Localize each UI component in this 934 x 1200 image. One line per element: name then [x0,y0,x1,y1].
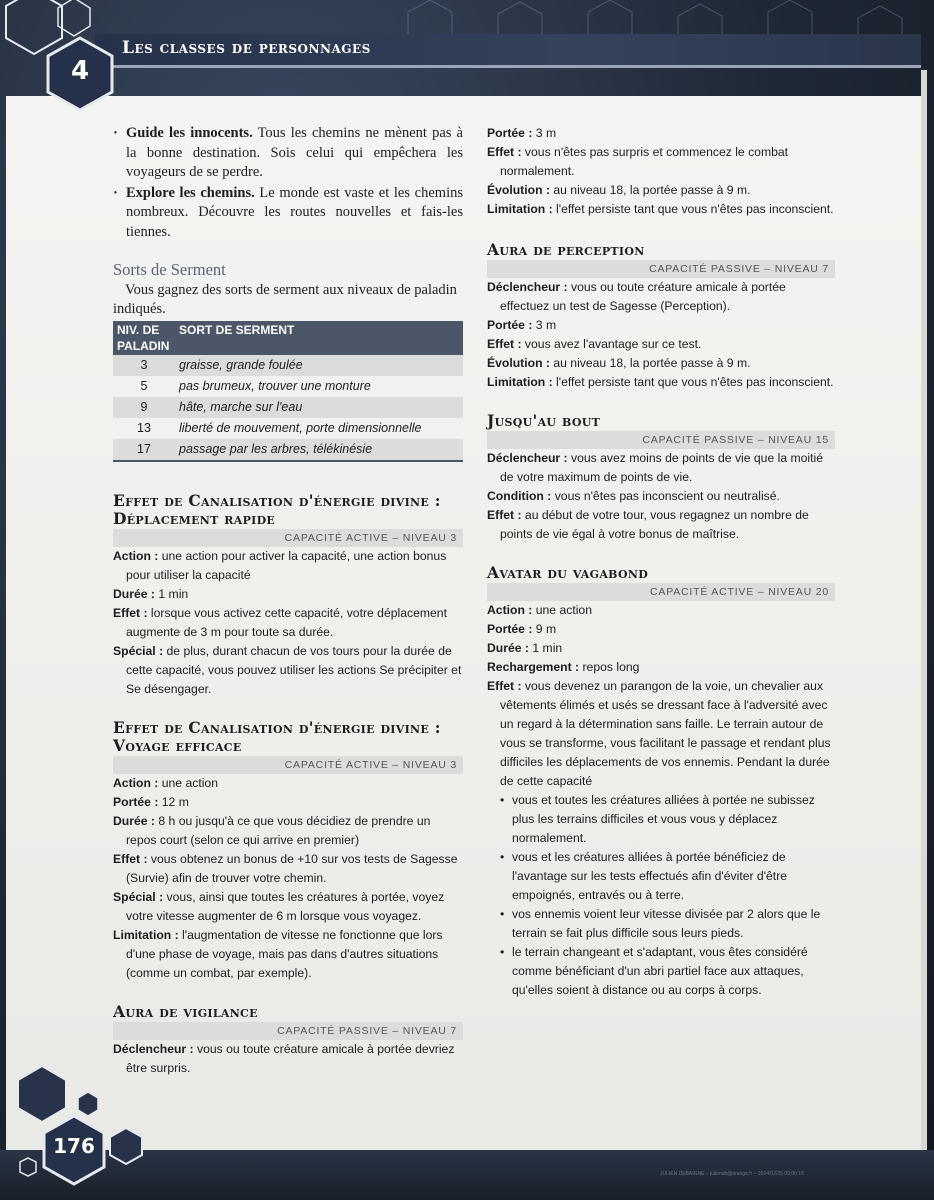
table-row: 5 pas brumeux, trouver une monture [113,376,463,397]
chapter-title: Les classes de personnages [122,38,371,58]
list-item: · Explore les chemins. Le monde est vaste et les chemins nombreux. Découvre les routes nouvelles et fais-les tiennes. [113,184,463,243]
feature-line: Durée : 8 h ou jusqu'à ce que vous décidiez de prendre un repos court (selon ce qui arrive en premier) [113,814,431,847]
feature-line: Déclencheur : vous avez moins de points de vie que la moitié de votre maximum de points de vie. [487,451,824,484]
feature-to-the-end [487,412,835,544]
feature-line: Spécial : de plus, durant chacun de vos tours pour la durée de cette capacité, vous pouvez utiliser les actions Se précipiter et Se désengager. [113,644,462,696]
left-column [113,124,463,1078]
header-deco-hex-icon [4,0,94,60]
feature-line: Action : une action [487,603,592,617]
feature-title: Effet de Canalisation d'énergie divine : [113,718,441,737]
feature-rapid-movement [113,492,463,699]
feature-line: Durée : 1 min [487,641,563,655]
page-number: 176 [53,1134,95,1158]
avatar-effects-list [487,791,835,1000]
feature-line: Limitation : l'effet persiste tant que vous n'êtes pas inconscient. [487,202,834,216]
feature-line: Portée : 9 m [487,622,557,636]
table-row: 13 liberté de mouvement, porte dimensionnelle [113,418,463,439]
feature-tag: CAPACITÉ ACTIVE – NIVEAU 3 [113,756,463,774]
table-row: 17 passage par les arbres, télékinésie [113,439,463,461]
feature-tag: CAPACITÉ PASSIVE – NIVEAU 15 [487,431,835,449]
feature-line: Action : une action [113,776,218,790]
feature-line: Limitation : l'effet persiste tant que vous n'êtes pas inconscient. [487,375,834,389]
feature-line: Effet : vous n'êtes pas surpris et commencez le combat normalement. [487,145,789,178]
feature-line: Évolution : au niveau 18, la portée passe à 9 m. [487,183,751,197]
feature-aura-vigilance [113,1003,463,1078]
feature-line: Portée : 3 m [487,126,557,140]
feature-line: Portée : 3 m [487,318,557,332]
feature-line: Rechargement : repos long [487,660,640,674]
feature-title: Voyage efficace [113,736,242,755]
feature-title: Déplacement rapide [113,509,276,528]
feature-line: Durée : 1 min [113,587,189,601]
feature-line: Limitation : l'augmentation de vitesse ne fonctionne que lors d'une phase de voyage, mais pas dans d'autres situations (comme un combat, par exemple). [113,928,443,980]
feature-efficient-travel [113,719,463,983]
list-item: • vos ennemis voient leur vitesse divisée par 2 alors que le terrain se fait plus difficile sous leurs pieds. [500,905,835,943]
feature-wanderer-avatar [487,564,835,1000]
feature-tag: CAPACITÉ PASSIVE – NIVEAU 7 [487,260,835,278]
feature-line: Condition : vous n'êtes pas inconscient ou neutralisé. [487,489,780,503]
table-row: 3 graisse, grande foulée [113,355,463,376]
feature-line: Spécial : vous, ainsi que toutes les créatures à portée, voyez votre vitesse augmenter de 6 m lorsque vous voyagez. [113,890,445,923]
feature-line: Action : une action pour activer la capacité, une action bonus pour utiliser la capacité [113,549,447,582]
feature-tag: CAPACITÉ ACTIVE – NIVEAU 3 [113,529,463,547]
feature-line: Effet : vous devenez un parangon de la voie, un chevalier aux vêtements élimés et usés se dressant face à l'adversité avec un regard à la détermination sans faille. Le terrain autour de vous se transforme, vous facilitant le passage et rendant plus difficiles les déplacements de vos ennemis. Pendant la durée de cette capacité [487,679,831,788]
feature-title: Effet de Canalisation d'énergie divine : [113,491,441,510]
oath-spells-intro: Vous gagnez des sorts de serment aux niveaux de paladin indiqués. [113,282,457,317]
list-item: • vous et les créatures alliées à portée bénéficiez de l'avantage sur les tests effectués afin d'éviter d'être empoignés, entravés ou à terre. [500,848,835,905]
list-item: • le terrain changeant et s'adaptant, vous êtes considéré comme bénéficiant d'un abri partiel face aux attaques, qu'elles soient à distance ou au corps à corps. [500,943,835,1000]
footer-watermark: JULIEN DEBAIGNE – juliendb@orange.fr – 2024/02/25 00:00 16 [660,1171,804,1177]
page-edge [921,70,927,1150]
list-item: · Guide les innocents. Tous les chemins ne mènent pas à la bonne destination. Sois celui qui empêchera les voyageurs de se perdre. [113,124,463,183]
feature-line: Portée : 12 m [113,795,189,809]
feature-line: Évolution : au niveau 18, la portée passe à 9 m. [487,356,751,370]
feature-line: Effet : vous obtenez un bonus de +10 sur vos tests de Sagesse (Survie) afin de trouver votre chemin. [113,852,458,885]
feature-line: Déclencheur : vous ou toute créature amicale à portée devriez être surpris. [113,1042,455,1075]
oath-spells-heading: Sorts de Serment [113,260,226,279]
table-header [113,321,463,355]
feature-aura-vigilance-continued [487,124,835,219]
feature-aura-perception [487,241,835,392]
feature-title: Aura de vigilance [113,1002,258,1021]
column-header-level: NIV. DE PALADIN [113,321,175,355]
ideals-list [113,124,463,242]
feature-line: Effet : vous avez l'avantage sur ce test. [487,337,702,351]
feature-title: Jusqu'au bout [487,411,601,430]
feature-title: Aura de perception [487,240,645,259]
feature-tag: CAPACITÉ PASSIVE – NIVEAU 7 [113,1022,463,1040]
feature-title: Avatar du vagabond [487,563,649,582]
table-row: 9 hâte, marche sur l'eau [113,397,463,418]
list-item: • vous et toutes les créatures alliées à portée ne subissez plus les terrains difficiles et vous vous y déplacez normalement. [500,791,835,848]
feature-line: Effet : lorsque vous activez cette capacité, votre déplacement augmente de 3 m pour toute sa durée. [113,606,447,639]
feature-line: Effet : au début de votre tour, vous regagnez un nombre de points de vie égal à votre bonus de maîtrise. [487,508,809,541]
feature-tag: CAPACITÉ ACTIVE – NIVEAU 20 [487,583,835,601]
chapter-number: 4 [70,56,90,86]
right-column [487,124,835,1000]
feature-line: Déclencheur : vous ou toute créature amicale à portée effectuez un test de Sagesse (Perception). [487,280,786,313]
column-header-spell: SORT DE SERMENT [175,321,463,355]
oath-spells-table [113,321,463,462]
